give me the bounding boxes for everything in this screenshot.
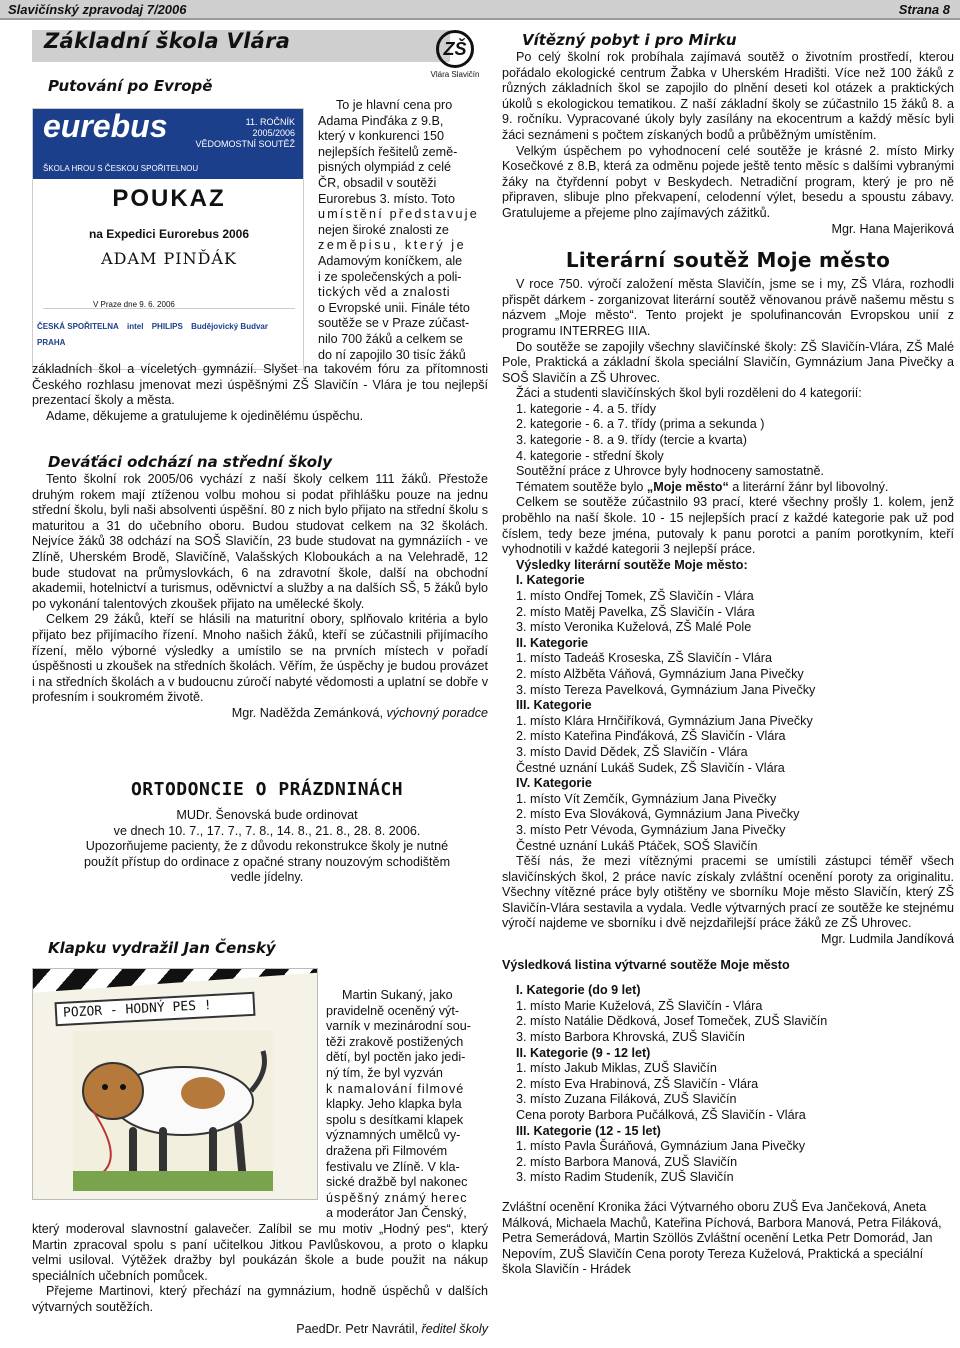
- voucher-line: na Expedici Eurorebus 2006: [88, 227, 250, 241]
- signature-role: ředitel školy: [421, 1321, 488, 1336]
- list-item: 1. místo Marie Kuželová, ZŠ Slavičín - Vlára: [516, 998, 763, 1013]
- text-line: Martin Sukaný, jako: [342, 988, 453, 1002]
- dog-painting: [73, 1031, 273, 1191]
- results-group-title: II. Kategorie (9 - 12 let): [516, 1045, 651, 1060]
- school-logo: [428, 30, 482, 84]
- school-banner: [32, 30, 450, 62]
- school-title: Základní škola Vlára: [44, 29, 291, 53]
- text-line: těži zrakově postižených: [326, 1034, 464, 1049]
- ninth-paragraph-1: Tento školní rok 2005/06 vychází z naší školy celkem 111 žáků. Přestože druhým rokem mají ztíženou volbu mohou si podat přihlášku pouze na jednu střední školu, byli naši absolventi úspěšní. 80 z nich bylo přijato na střední školu s maturitou a 31 do učebního oboru. Budou studovat celkem na 32 školách. Nejvíce žáků 38 odchází na SOŠ Slavičín, 23 bude studovat na gymnáziích - ve Zlíně, Uherském Brodě, Slavičíně, Valašských Kloboukách a na Velehradě, 12 bude studovat na průmyslovkách, 6 na zdravotní škole, další na obchodní akademii, hotelnictví a turismus, oděvnictví a služby a na dalších SŠ, 5 žáků bylo po vykonání talentových zkoušek přijato na umělecké školy.: [32, 472, 488, 611]
- text-line: festivalu ve Zlíně. V kla-: [326, 1159, 460, 1174]
- text-line: Adamovým koníčkem, ale: [318, 253, 463, 268]
- clap-wrap-text: [326, 988, 488, 1222]
- voucher-badge-type: VĚDOMOSTNÍ SOUTĚŽ: [195, 139, 295, 149]
- sponsor-logo: Budějovický Budvar: [191, 322, 268, 331]
- text-line: Adama Pinďáka z 9.B,: [318, 113, 444, 128]
- list-item: 3. místo Petr Vévoda, Gymnázium Jana Pivečky: [516, 822, 786, 837]
- list-item: Čestné uznání Lukáš Ptáček, SOŠ Slavičín: [516, 838, 758, 853]
- text-line: Eurorebus 3. místo. Toto: [318, 191, 455, 206]
- lit-signature: Mgr. Ludmila Jandíková: [820, 932, 954, 947]
- clap-paragraph-1: který moderoval slavnostní galavečer. Zalíbil se mu motiv „Hodný pes“, který Martin zpracoval spolu s paní učitelkou Jitkou Pavlůskovou, a proto o klapku velmi usiloval. Výtěžek dražby byl poukázán škole a bude použit na nákup speciálních učebních pomůcek.: [32, 1222, 488, 1283]
- list-item: 1. místo Jakub Miklas, ZUŠ Slavičín: [516, 1061, 717, 1076]
- list-item: 2. místo Matěj Pavelka, ZŠ Slavičín - Vlára: [516, 604, 755, 619]
- clap-text: [32, 1222, 488, 1337]
- lit-paragraph-1: V roce 750. výročí založení města Slavičín, jsme se i my, ZŠ Vlára, rozhodli přispět dárkem - zorganizovat literární soutěž věnovanou právě našemu městu s názvem „Moje město“. Tento projekt je spolufinancován Evropskou unií z programu INTERREG IIIA.: [502, 277, 954, 338]
- lit-results: [502, 573, 954, 854]
- list-item: Čestné uznání Lukáš Sudek, ZŠ Slavičín - Vlára: [516, 760, 785, 775]
- art-results: [502, 983, 954, 1186]
- text-line: pravidelně oceněný výt-: [326, 1003, 460, 1018]
- clap-signature: [32, 1322, 488, 1338]
- page-header: [0, 0, 960, 20]
- text-line: spolu s desítkami klapek: [326, 1112, 464, 1127]
- list-item: 3. místo Zuzana Filáková, ZUŠ Slavičín: [516, 1092, 737, 1107]
- text-line: významných umělců vy-: [326, 1128, 461, 1143]
- lit-paragraph-2: Do soutěže se zapojily všechny slavičínské školy: ZŠ Slavičín-Vlára, ZŠ Malé Pole, Praktická a základní škola speciální Slavičín, Gymnázium Jana Pivečky a SOŠ Slavičín a ZŠ Uhrovec.: [502, 339, 954, 385]
- ortho-line-3: Upozorňujeme pacienty, že z důvodu rekonstrukce školy je nutné použít přístup do ordinace z opačné strany nouzovým schodištěm vedle jídelny.: [83, 839, 451, 885]
- ninth-paragraph-2: Celkem 29 žáků, kteří se hlásili na maturitní obory, splňovalo kritéria a bylo přijato bez přijímacího řízení. Mnoho našich žáků, kteří se zúčastnili přijímacího řízení, mělo výborné výsledky a umístilo se na prvních místech v pořadí úspěšnosti u zkoušek na středních školách. Věřím, že úspěchy je budou provázet i na středních školách a v budoucnu zúročí nabyté vědomosti a uplatní se dobře v profesním i soukromém životě.: [32, 612, 488, 705]
- ninth-signature: [32, 706, 488, 722]
- text-line: dražena při Filmovém: [326, 1143, 448, 1158]
- list-item: 2. kategorie - 6. a 7. třídy (prima a sekunda ): [516, 417, 765, 432]
- lit-text: [502, 277, 954, 573]
- lit-paragraph-6: Celkem se soutěže zúčastnilo 93 prací, které všechny prošly 1. kolem, jenž proběhlo na naší škole. 10 - 15 nejlepších prací z každé kategorie pak už pod číslem, tedy beze jména, putovaly k panu porotci a paním porotkyním, kteří vyhodnotili v každé kategorii 3 nejlepší práce.: [502, 495, 954, 557]
- list-item: 2. místo Eva Slováková, Gymnázium Jana Pivečky: [516, 807, 800, 822]
- mirek-paragraph-2: Velkým úspěchem po vyhodnocení celé soutěže je krásné 2. místo Mirky Kosečkové z 8.B, která za odměnu pojede ještě tento měsíc s dalšími vybranými žáky na čtyřdenní pobyt v Beskydech. Netradiční program, který je pro ně připraven, slibuje plno překvapení, celodenní výlet, besedu a spoustu zábavy. Gratulujeme a přejeme plno zajímavých zážitků.: [502, 143, 954, 220]
- ortho-line-2: ve dnech 10. 7., 17. 7., 7. 8., 14. 8., 21. 8., 28. 8. 2006.: [113, 823, 421, 838]
- text-span: a literární žánr byl libovolný.: [728, 479, 889, 494]
- text-line: nilo 700 žáků a celkem se: [318, 331, 463, 346]
- list-item: 4. kategorie - střední školy: [516, 448, 664, 463]
- lit-category-list: [502, 402, 954, 464]
- clapper-sign: POZOR - HODNÝ PES !: [55, 992, 256, 1026]
- list-item: 3. místo Radim Studeník, ZUŠ Slavičín: [516, 1170, 734, 1185]
- results-group-title: II. Kategorie: [516, 635, 589, 650]
- list-item: 1. místo Pavla Šuráňová, Gymnázium Jana Pivečky: [516, 1139, 806, 1154]
- mirek-paragraph-1: Po celý školní rok probíhala zajímavá soutěž o životním prostředí, kterou pořádalo ekologické centrum Žabka v Uherském Hradišti. Více než 100 žáků z různých základních škol se zapojilo do plnění deseti kol otázek a praktických úkolů s ekologickou tematikou. Z naší základní školy se zúčastnilo 15 žáků 8. a 9. ročníku. Vypracované úkoly byly zasílány na ekocentrum a každý měsíc byli žáci seznámeni s počtem získaných bodů a průběžným umístěním.: [502, 50, 954, 142]
- voucher-sponsors: [37, 319, 301, 367]
- eurorebus-logo: eurebus: [43, 108, 168, 144]
- lit-paragraph-7: Těší nás, že mezi vítěznými pracemi se umístili zástupci téměř všech slavičínských škol, 2 práce navíc získaly zvláštní ocenění poroty za originalitu. Všechny vítězné práce byly otištěny ve sborníku Moje město Slavičín, který ZŠ Slavičín-Vlára sestavila a vydala. Vedle výtvarných prací ze soutěže ke stejnému výročí najdeme ve sborníku i dvě nejzdařilejší práce žáků ze ZŠ Uhrovec.: [502, 854, 954, 931]
- text-span: Tématem soutěže bylo: [516, 479, 647, 494]
- list-item: 2. místo Eva Hrabinová, ZŠ Slavičín - Vlára: [516, 1076, 759, 1091]
- lit-closing: [502, 854, 954, 948]
- text-line: zeměpisu, který je: [318, 238, 467, 253]
- text-line: varník v mezinárodní sou-: [326, 1019, 471, 1034]
- text-line: klapky. Jeho klapka byla: [326, 1097, 462, 1112]
- text-line: ČR, obsadil v soutěži: [318, 175, 437, 190]
- list-item: 2. místo Natálie Dědková, Josef Tomeček, ZUŠ Slavičín: [516, 1014, 828, 1029]
- voucher-title: POUKAZ: [112, 185, 226, 212]
- europe-paragraph: základních škol a víceletých gymnázií. Slyšet na takovém fóru za přítomnosti Českého rozhlasu jmenovat mezi úspěšnými ZŠ Slavičín - Vlára je tou nejlepší prezentací školy a města.: [32, 362, 488, 408]
- mirek-signature: Mgr. Hana Majeriková: [831, 221, 954, 236]
- text-line: umístění představuje: [318, 207, 479, 222]
- sponsor-logo: PRAHA: [37, 337, 66, 347]
- voucher-name: ADAM PINĎÁK: [101, 249, 237, 268]
- europe-heading: Putování po Evropě: [48, 77, 213, 95]
- text-line: dětí, byl poctěn jako jedi-: [326, 1050, 466, 1065]
- clapper-stripes: [32, 968, 318, 993]
- list-item: 3. místo Veronika Kuželová, ZŠ Malé Pole: [516, 620, 752, 635]
- list-item: 1. místo Klára Hrnčiříková, Gymnázium Jana Pivečky: [516, 713, 813, 728]
- list-item: 2. místo Kateřina Pinďáková, ZŠ Slavičín - Vlára: [516, 729, 786, 744]
- text-line: tických věd a znalosti: [318, 285, 451, 300]
- list-item: 1. místo Ondřej Tomek, ZŠ Slavičín - Vlára: [516, 589, 754, 603]
- lit-heading: Literární soutěž Moje město: [565, 248, 891, 273]
- text-line: To je hlavní cena pro: [336, 98, 453, 112]
- results-group-title: IV. Kategorie: [516, 776, 592, 791]
- text-line: k namalování filmové: [326, 1081, 465, 1096]
- mirek-heading: Vítězný pobyt i pro Mirku: [522, 31, 737, 49]
- lit-paragraph-5: [502, 480, 954, 496]
- text-line: o Evropské unii. Finále této: [318, 300, 470, 315]
- europe-closing: Adame, děkujeme a gratulujeme k ojedinělému úspěchu.: [46, 408, 364, 423]
- ortho-line-1: MUDr. Šenovská bude ordinovat: [176, 808, 358, 822]
- lit-paragraph-4: Soutěžní práce z Uhrovce byly hodnoceny samostatně.: [516, 464, 825, 479]
- voucher-badge-round: 11. ROČNÍK: [245, 117, 295, 127]
- sponsor-logo: PHILIPS: [151, 322, 183, 331]
- text-span-bold: „Moje město“: [646, 479, 729, 494]
- voucher-banner: [33, 109, 303, 179]
- school-logo-caption: Vlára Slavičín: [430, 70, 480, 79]
- eurorebus-voucher-image: [32, 108, 304, 370]
- page-number: Strana 8: [898, 2, 950, 17]
- clap-heading: Klapku vydražil Jan Čenský: [48, 939, 276, 957]
- voucher-subtitle: ŠKOLA HROU S ČESKOU SPOŘITELNOU: [43, 164, 199, 173]
- voucher-date: V Praze dne 9. 6. 2006: [93, 300, 175, 309]
- voucher-badge-year: 2005/2006: [252, 128, 295, 138]
- results-group-title: III. Kategorie (12 - 15 let): [516, 1123, 661, 1138]
- art-heading: Výsledková listina výtvarné soutěže Moje město: [502, 957, 790, 972]
- ninth-text: [32, 472, 488, 722]
- lit-paragraph-3: Žáci a studenti slavičínských škol byli rozděleni do 4 kategorií:: [516, 386, 862, 401]
- list-item: 3. místo Tereza Pavelková, Gymnázium Jana Pivečky: [516, 682, 816, 697]
- results-group-title: III. Kategorie: [516, 698, 592, 713]
- list-item: 2. místo Barbora Manová, ZUŠ Slavičín: [516, 1154, 738, 1169]
- text-line: i ze společenských a poli-: [318, 269, 462, 284]
- ortho-text: [82, 808, 452, 886]
- list-item: 3. kategorie - 8. a 9. třídy (tercie a kvarta): [516, 433, 747, 448]
- list-item: 3. místo Barbora Khrovská, ZUŠ Slavičín: [516, 1030, 745, 1045]
- art-special-awards: Zvláštní ocenění Kronika žáci Výtvarného oboru ZUŠ Eva Jančeková, Aneta Málková, Michaela Machů, Kateřina Píchová, Barbora Manová, Petra Filáková, Petra Semerádová, Martin Szöllös Zvláštní ocenění Letka Petr Domorád, Jan Nepovím, ZUŠ Slavičín Cena poroty Tereza Kuželová, Praktická a speciální škola Slavičín - Hrádek: [502, 1199, 942, 1277]
- text-line: nejen široké znalosti ze: [318, 222, 449, 237]
- text-line: úspěšný známý herec: [326, 1190, 468, 1205]
- text-line: a moderátor Jan Čenský,: [326, 1206, 467, 1221]
- list-item: 1. místo Tadeáš Kroseska, ZŠ Slavičín - Vlára: [516, 651, 772, 666]
- school-logo-mark: ZŠ: [436, 30, 474, 68]
- text-line: sické dražbě byl nakonec: [326, 1175, 468, 1190]
- europe-text: [32, 362, 488, 424]
- ninth-heading: Deváťáci odchází na střední školy: [48, 453, 332, 471]
- clap-paragraph-2: Přejeme Martinovi, který přechází na gymnázium, hodně úspěchů v dalších výtvarných soutěžích.: [32, 1284, 488, 1314]
- list-item: Cena poroty Barbora Pučálková, ZŠ Slavičín - Vlára: [516, 1108, 806, 1122]
- list-item: 1. kategorie - 4. a 5. třídy: [516, 401, 657, 416]
- sponsor-logo: intel: [127, 322, 144, 331]
- signature-name: PaedDr. Petr Navrátil,: [296, 1321, 418, 1336]
- list-item: 3. místo David Dědek, ZŠ Slavičín - Vlára: [516, 744, 748, 759]
- film-clapper-image: [32, 968, 318, 1200]
- right-column: [502, 30, 954, 1342]
- results-group-title: I. Kategorie: [516, 573, 585, 588]
- sponsor-logo: ČESKÁ SPOŘITELNA: [37, 322, 119, 331]
- list-item: 2. místo Alžběta Váňová, Gymnázium Jana Pivečky: [516, 666, 804, 681]
- voucher-badge: [195, 117, 295, 150]
- text-line: do ní zapojilo 30 tisíc žáků: [318, 347, 466, 362]
- text-line: soutěže se v Praze zúčast-: [318, 316, 470, 331]
- signature-role: výchovný poradce: [386, 705, 488, 720]
- results-group-title: I. Kategorie (do 9 let): [516, 983, 641, 998]
- lit-results-heading: Výsledky literární soutěže Moje město:: [516, 557, 748, 572]
- text-line: pisných olympiád z celé: [318, 160, 451, 175]
- text-line: nejlepších řešitelů země-: [318, 144, 458, 159]
- publication-title: Slavičínský zpravodaj 7/2006: [8, 2, 187, 17]
- list-item: 1. místo Vít Zemčík, Gymnázium Jana Pivečky: [516, 791, 777, 806]
- text-line: který v konkurenci 150: [318, 129, 444, 144]
- text-line: ný tím, že byl vyzván: [326, 1065, 443, 1080]
- left-column: [32, 26, 490, 1342]
- europe-wrap-text: [318, 98, 488, 363]
- signature-name: Mgr. Naděžda Zemánková,: [231, 705, 383, 720]
- ortho-heading: ORTODONCIE O PRÁZDNINÁCH: [130, 779, 404, 800]
- mirek-text: [502, 50, 954, 237]
